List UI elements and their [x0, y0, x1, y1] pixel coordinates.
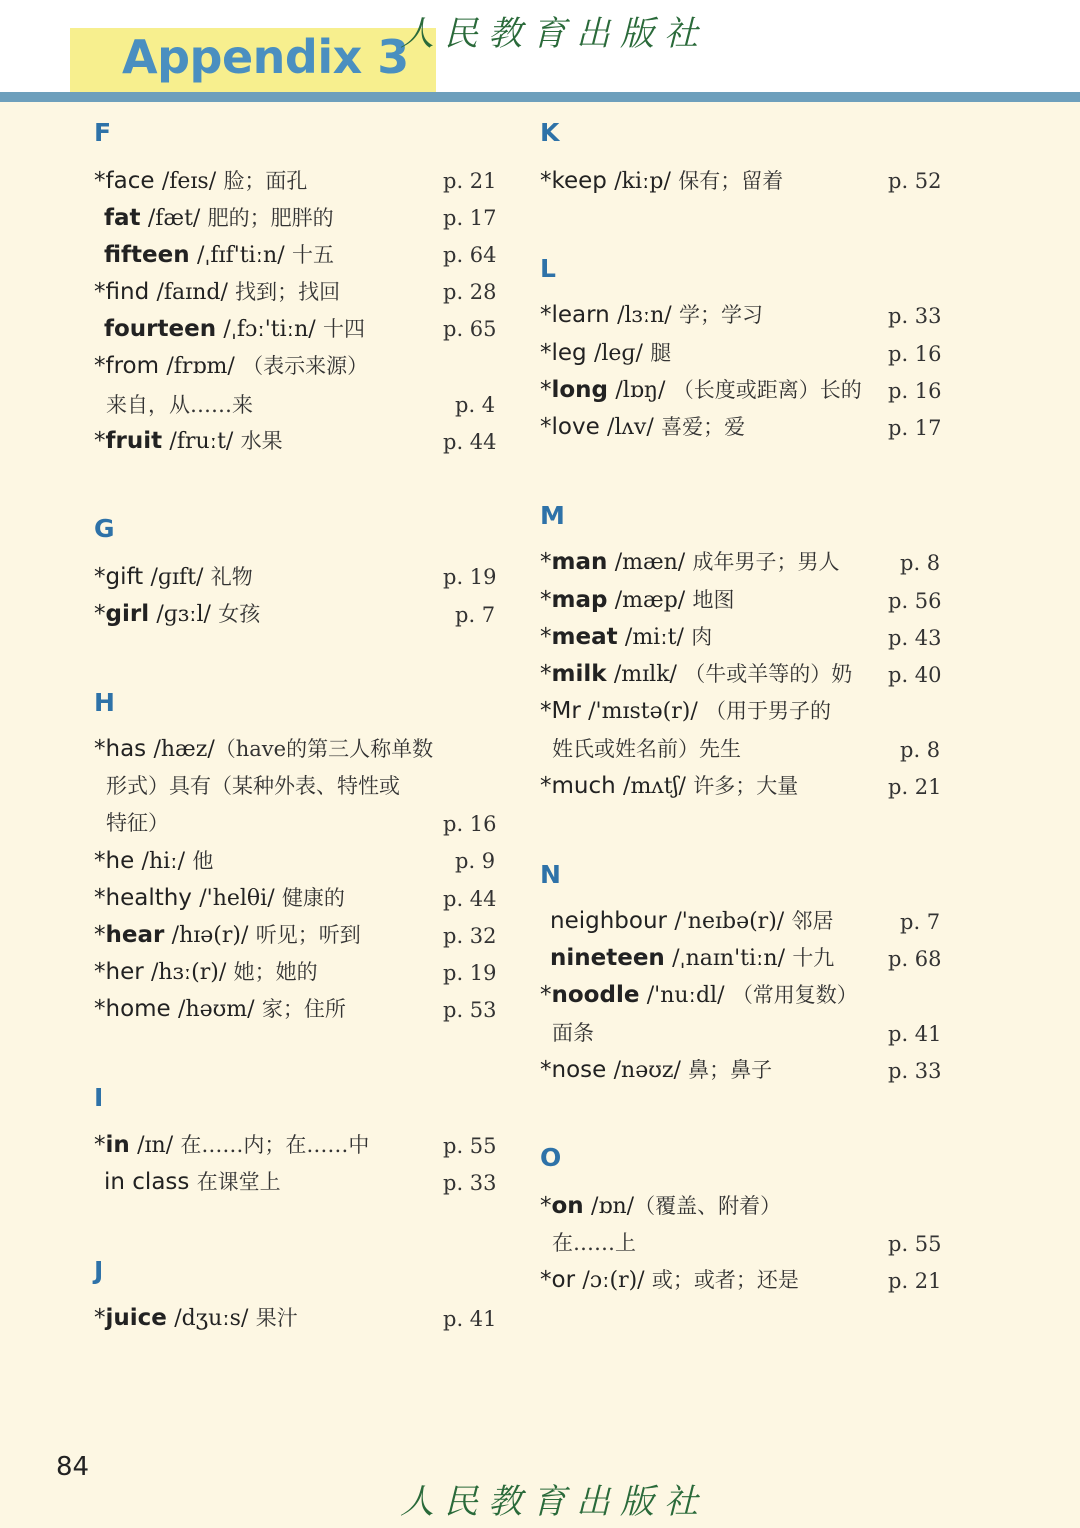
entry-juice: *juice /dʒuːs/ 果汁 [94, 1305, 298, 1331]
section-f: F [94, 118, 112, 147]
page-ref: p. 44 [443, 887, 497, 911]
entry-continuation: 姓氏或姓名前）先生 [552, 737, 741, 761]
page-ref: p. 8 [900, 551, 941, 575]
entry-healthy: *healthy /'helθi/ 健康的 [94, 885, 345, 911]
section-o: O [540, 1143, 562, 1172]
page-ref: p. 40 [888, 663, 942, 687]
entry-mr: *Mr /'mɪstə(r)/ （用于男子的 [540, 698, 832, 724]
page-ref: p. 44 [443, 430, 497, 454]
section-j: J [94, 1256, 104, 1285]
page-ref: p. 9 [455, 849, 496, 873]
entry-long: *long /lɒŋ/ （长度或距离）长的 [540, 377, 862, 403]
page-number: 84 [56, 1452, 90, 1482]
entry-from: *from /frɒm/ （表示来源） [94, 353, 369, 379]
page-ref: p. 16 [888, 379, 942, 403]
entry-fat: fat /fæt/ 肥的；肥胖的 [104, 205, 334, 231]
page-ref: p. 7 [455, 603, 496, 627]
entry-continuation: 形式）具有（某种外表、特性或 [106, 774, 400, 798]
page-ref: p. 21 [443, 169, 497, 193]
section-l: L [540, 254, 556, 283]
entry-learn: *learn /lɜːn/ 学；学习 [540, 302, 764, 328]
page-ref: p. 19 [443, 565, 497, 589]
entry-keep: *keep /kiːp/ 保有；留着 [540, 168, 784, 194]
entry-continuation: 特征） [106, 811, 169, 835]
entry-or: *or /ɔː(r)/ 或；或者；还是 [540, 1267, 799, 1293]
page-ref: p. 4 [455, 393, 496, 417]
entry-leg: *leg /leɡ/ 腿 [540, 340, 672, 366]
entry-has: *has /hæz/（have的第三人称单数 [94, 736, 434, 762]
entry-nose: *nose /nəʊz/ 鼻；鼻子 [540, 1057, 773, 1083]
entry-continuation: 在……上 [552, 1231, 636, 1255]
page-ref: p. 33 [443, 1171, 497, 1195]
entry-girl: *girl /ɡɜːl/ 女孩 [94, 601, 261, 627]
page-ref: p. 53 [443, 998, 497, 1022]
page-ref: p. 21 [888, 775, 942, 799]
page-ref: p. 55 [443, 1134, 497, 1158]
entry-gift: *gift /ɡɪft/ 礼物 [94, 564, 253, 590]
entry-neighbour: neighbour /'neɪbə(r)/ 邻居 [550, 908, 834, 934]
entry-fruit: *fruit /fruːt/ 水果 [94, 428, 283, 454]
page-ref: p. 43 [888, 626, 942, 650]
section-m: M [540, 501, 565, 530]
page-ref: p. 33 [888, 304, 942, 328]
section-n: N [540, 860, 561, 889]
entry-find: *find /faɪnd/ 找到；找回 [94, 279, 341, 305]
section-i: I [94, 1083, 104, 1112]
entry-in-class: in class 在课堂上 [104, 1169, 281, 1195]
entry-on: *on /ɒn/（覆盖、附着） [540, 1193, 782, 1219]
page-ref: p. 56 [888, 589, 942, 613]
page-title: Appendix 3 [122, 30, 409, 84]
entry-hear: *hear /hɪə(r)/ 听见；听到 [94, 922, 361, 948]
entry-in: *in /ɪn/ 在……内；在……中 [94, 1132, 370, 1158]
section-k: K [540, 118, 560, 147]
page-ref: p. 64 [443, 243, 497, 267]
page-ref: p. 17 [443, 206, 497, 230]
entry-fourteen: fourteen /ˌfɔː'tiːn/ 十四 [104, 316, 365, 342]
entry-continuation: 来自，从……来 [106, 393, 253, 417]
publisher-watermark-bottom: 人民教育出版社 [400, 1482, 708, 1522]
page-ref: p. 8 [900, 738, 941, 762]
entry-home: *home /həʊm/ 家；住所 [94, 996, 346, 1022]
publisher-watermark-top: 人民教育出版社 [400, 14, 708, 54]
entry-he: *he /hiː/ 他 [94, 848, 214, 874]
page-ref: p. 7 [900, 910, 941, 934]
page-ref: p. 28 [443, 280, 497, 304]
page-ref: p. 16 [888, 342, 942, 366]
entry-noodle: *noodle /'nuːdl/ （常用复数） [540, 982, 858, 1008]
page-ref: p. 33 [888, 1059, 942, 1083]
page-ref: p. 68 [888, 947, 942, 971]
page-ref: p. 16 [443, 812, 497, 836]
page-ref: p. 32 [443, 924, 497, 948]
page-ref: p. 55 [888, 1232, 942, 1256]
entry-man: *man /mæn/ 成年男子；男人 [540, 549, 840, 575]
section-h: H [94, 688, 115, 717]
page-ref: p. 21 [888, 1269, 942, 1293]
header-rule [0, 92, 1080, 102]
page-ref: p. 17 [888, 416, 942, 440]
entry-face: *face /feɪs/ 脸；面孔 [94, 168, 308, 194]
entry-nineteen: nineteen /ˌnaɪn'tiːn/ 十九 [550, 945, 835, 971]
page-ref: p. 41 [443, 1307, 497, 1331]
entry-milk: *milk /mɪlk/ （牛或羊等的）奶 [540, 661, 853, 687]
entry-fifteen: fifteen /ˌfɪf'tiːn/ 十五 [104, 242, 334, 268]
entry-map: *map /mæp/ 地图 [540, 587, 735, 613]
entry-continuation: 面条 [552, 1021, 594, 1045]
page-ref: p. 65 [443, 317, 497, 341]
entry-her: *her /hɜː(r)/ 她；她的 [94, 959, 318, 985]
entry-love: *love /lʌv/ 喜爱；爱 [540, 414, 746, 440]
page-ref: p. 19 [443, 961, 497, 985]
entry-meat: *meat /miːt/ 肉 [540, 624, 713, 650]
entry-much: *much /mʌtʃ/ 许多；大量 [540, 773, 799, 799]
page-ref: p. 41 [888, 1022, 942, 1046]
page-ref: p. 52 [888, 169, 942, 193]
section-g: G [94, 514, 115, 543]
